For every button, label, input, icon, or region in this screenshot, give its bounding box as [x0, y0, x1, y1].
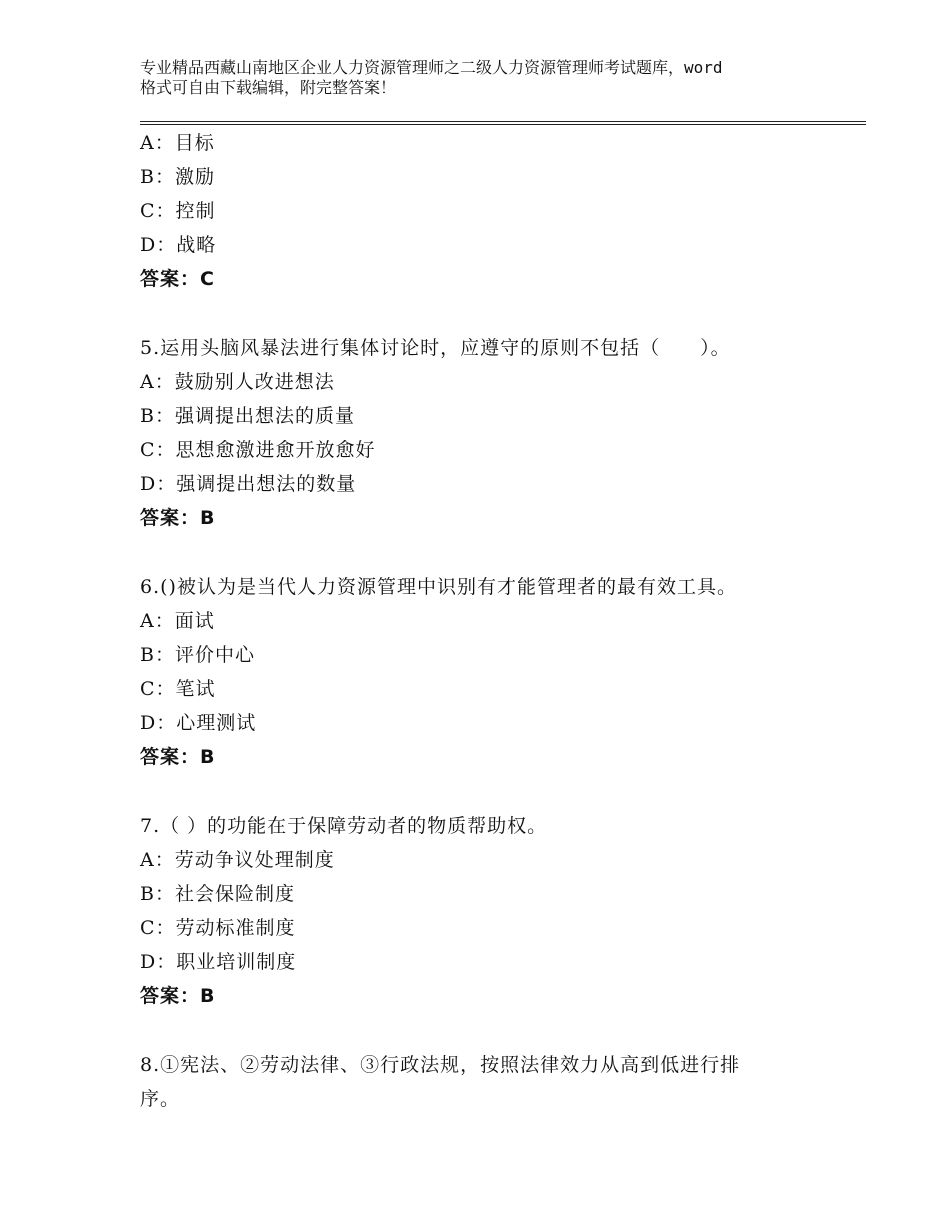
- option-c: C：控制: [140, 200, 216, 222]
- header-rule-bottom: [140, 124, 866, 125]
- answer: 答案：B: [140, 746, 216, 768]
- header-rule-top: [140, 121, 866, 122]
- answer: 答案：B: [140, 985, 216, 1007]
- option-b: B：强调提出想法的质量: [140, 405, 355, 427]
- option-a: A：鼓励别人改进想法: [140, 371, 335, 393]
- option-a: A：目标: [140, 132, 215, 154]
- header-line-1: 专业精品西藏山南地区企业人力资源管理师之二级人力资源管理师考试题库，word: [140, 58, 723, 77]
- option-b: B：评价中心: [140, 644, 255, 666]
- question-7: [140, 809, 840, 1013]
- spacer: [140, 774, 840, 809]
- answer: 答案：B: [140, 507, 216, 529]
- answer: 答案：C: [140, 268, 215, 290]
- option-c: C：劳动标准制度: [140, 917, 296, 939]
- option-b: B：社会保险制度: [140, 883, 295, 905]
- question-6: [140, 570, 840, 774]
- option-a: A：面试: [140, 610, 215, 632]
- option-d: D：战略: [140, 234, 217, 256]
- option-c: C：笔试: [140, 678, 216, 700]
- option-d: D：职业培训制度: [140, 951, 297, 973]
- option-b: B：激励: [140, 166, 215, 188]
- option-a: A：劳动争议处理制度: [140, 849, 335, 871]
- header-line-2: 格式可自由下载编辑，附完整答案！: [140, 78, 397, 97]
- option-d: D：强调提出想法的数量: [140, 473, 357, 495]
- question-8: [140, 1048, 840, 1116]
- question-text: 6.()被认为是当代人力资源管理中识别有才能管理者的最有效工具。: [140, 576, 737, 598]
- option-d: D：心理测试: [140, 712, 257, 734]
- document-header: [140, 58, 830, 98]
- question-text: 5.运用头脑风暴法进行集体讨论时，应遵守的原则不包括（ ）。: [140, 337, 731, 359]
- option-c: C：思想愈激进愈开放愈好: [140, 439, 376, 461]
- question-4: [140, 126, 840, 296]
- question-5: [140, 331, 840, 535]
- question-text-line-1: 8.①宪法、②劳动法律、③行政法规，按照法律效力从高到低进行排: [140, 1054, 741, 1076]
- question-text: 7.（ ）的功能在于保障劳动者的物质帮助权。: [140, 815, 548, 837]
- question-list: [140, 126, 840, 1116]
- spacer: [140, 1013, 840, 1048]
- spacer: [140, 296, 840, 331]
- spacer: [140, 535, 840, 570]
- question-text-line-2: 序。: [140, 1088, 181, 1110]
